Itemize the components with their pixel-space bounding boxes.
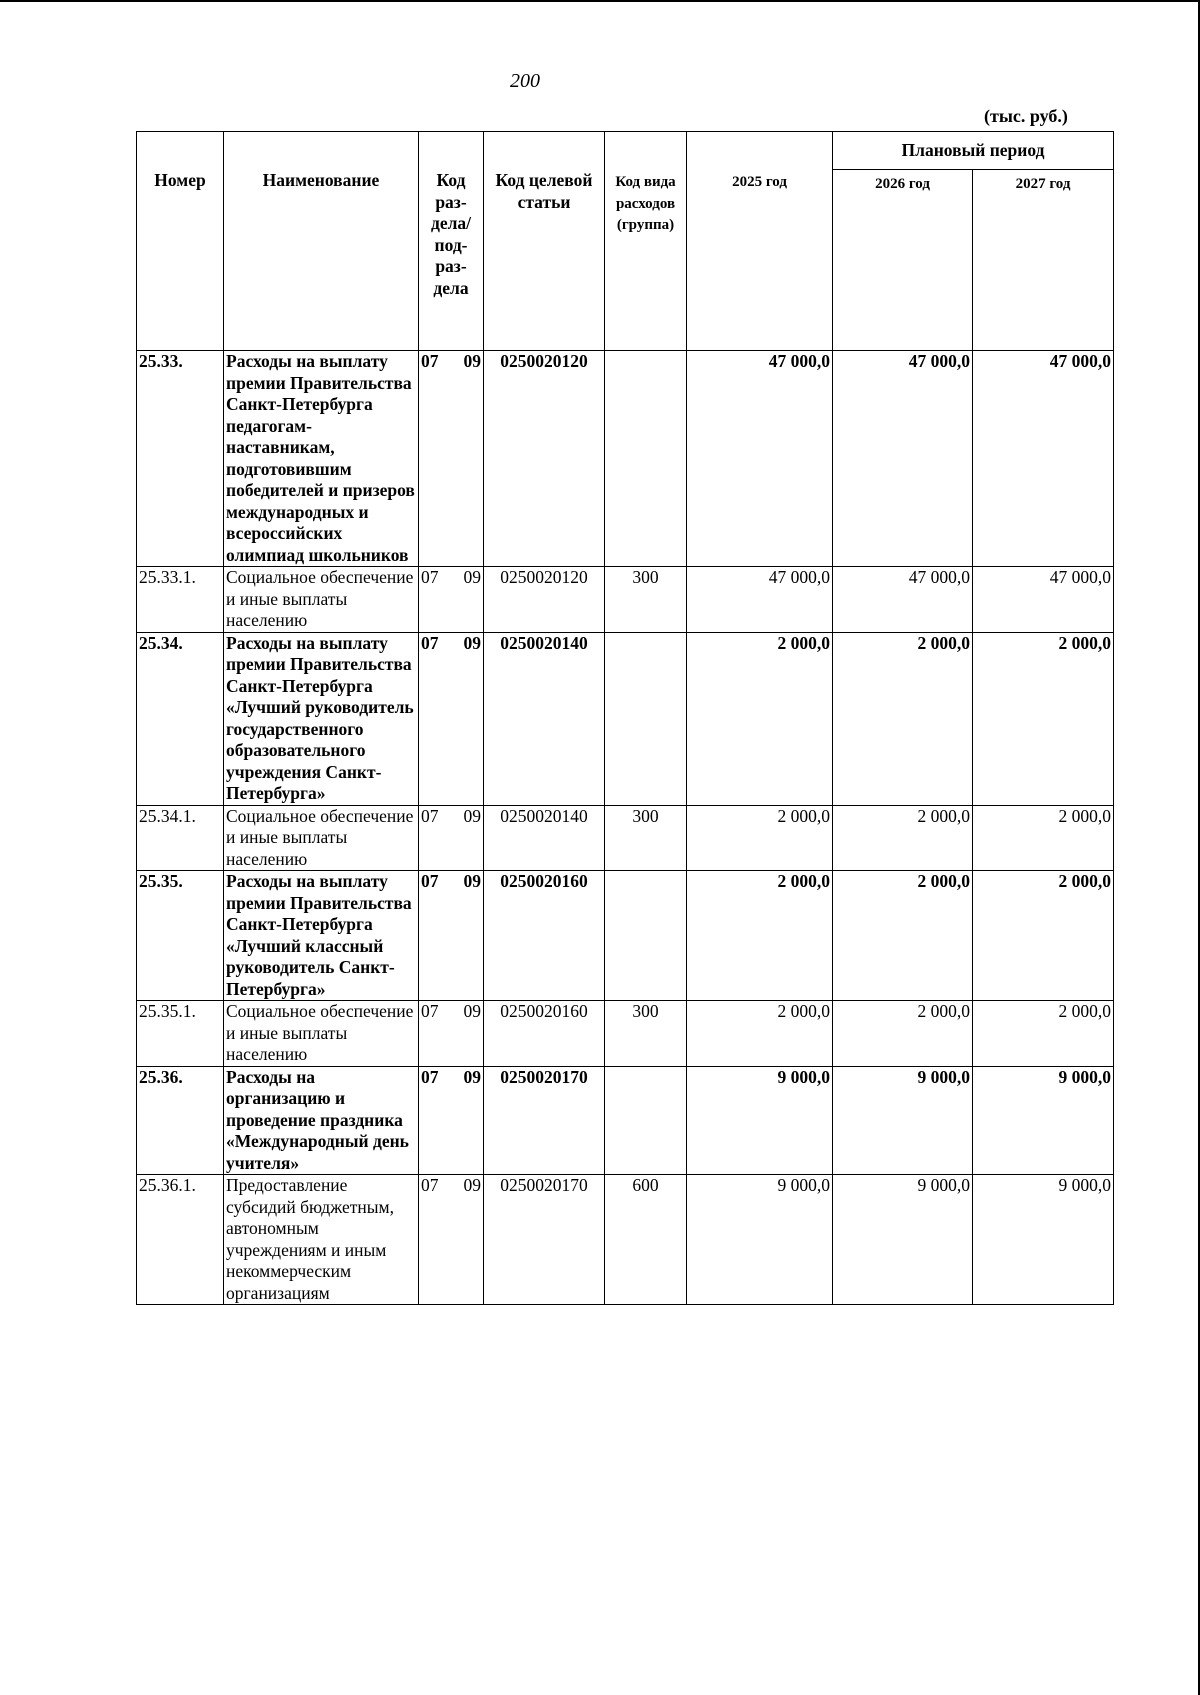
row-razdel-cell bbox=[419, 632, 484, 805]
table-row bbox=[137, 871, 1114, 1001]
row-razdel-cell bbox=[419, 1066, 484, 1175]
header-num: Номер bbox=[137, 132, 224, 351]
row-target-code: 0250020120 bbox=[484, 351, 605, 567]
row-value-2025: 2 000,0 bbox=[687, 1001, 833, 1067]
row-name: Социальное обеспечение и иные выплаты населению bbox=[224, 805, 419, 871]
row-number: 25.35.1. bbox=[137, 1001, 224, 1067]
row-vid-code: 300 bbox=[605, 1001, 687, 1067]
table-row bbox=[137, 1066, 1114, 1175]
row-name: Социальное обеспечение и иные выплаты населению bbox=[224, 1001, 419, 1067]
header-2025 bbox=[687, 132, 833, 351]
row-vid-code bbox=[605, 1066, 687, 1175]
header-name: Наименование bbox=[224, 132, 419, 351]
header-vid bbox=[605, 132, 687, 351]
header-2025-label: 2025 год bbox=[732, 174, 787, 190]
row-target-code: 0250020120 bbox=[484, 567, 605, 633]
row-name: Предоставление субсидий бюджетным, автономным учреждениям и иным некоммерческим организациям bbox=[224, 1175, 419, 1305]
header-2027 bbox=[973, 170, 1114, 351]
row-razdel-cell bbox=[419, 567, 484, 633]
table-row bbox=[137, 805, 1114, 871]
row-value-2026: 47 000,0 bbox=[833, 351, 973, 567]
row-razdel: 07 bbox=[421, 351, 439, 371]
row-vid-code bbox=[605, 871, 687, 1001]
row-razdel: 07 bbox=[421, 805, 439, 826]
row-value-2026: 47 000,0 bbox=[833, 567, 973, 633]
row-podrazdel: 09 bbox=[463, 632, 481, 653]
row-podrazdel: 09 bbox=[463, 871, 481, 891]
row-number: 25.33.1. bbox=[137, 567, 224, 633]
row-razdel-cell bbox=[419, 1001, 484, 1067]
row-value-2026: 9 000,0 bbox=[833, 1175, 973, 1305]
header-plan-period: Плановый период bbox=[833, 132, 1114, 170]
row-number: 25.34. bbox=[137, 632, 224, 805]
row-razdel: 07 bbox=[421, 871, 439, 891]
row-name: Социальное обеспечение и иные выплаты населению bbox=[224, 567, 419, 633]
row-number: 25.35. bbox=[137, 871, 224, 1001]
table-row bbox=[137, 351, 1114, 567]
header-2027-label: 2027 год bbox=[1015, 176, 1071, 192]
row-number: 25.34.1. bbox=[137, 805, 224, 871]
row-value-2027: 2 000,0 bbox=[973, 871, 1114, 1001]
row-target-code: 0250020170 bbox=[484, 1066, 605, 1175]
table-row bbox=[137, 632, 1114, 805]
row-value-2025: 2 000,0 bbox=[687, 805, 833, 871]
row-razdel-cell bbox=[419, 1175, 484, 1305]
row-razdel-cell bbox=[419, 351, 484, 567]
row-value-2027: 2 000,0 bbox=[973, 632, 1114, 805]
row-vid-code: 300 bbox=[605, 805, 687, 871]
row-name: Расходы на выплату премии Правительства Санкт-Петербурга «Лучший классный руководитель Санкт-Петербурга» bbox=[224, 871, 419, 1001]
row-vid-code bbox=[605, 632, 687, 805]
table-row bbox=[137, 1175, 1114, 1305]
page-frame-top bbox=[0, 0, 1200, 2]
header-2026 bbox=[833, 170, 973, 351]
row-razdel-cell bbox=[419, 871, 484, 1001]
budget-table bbox=[136, 131, 1114, 1305]
row-podrazdel: 09 bbox=[463, 1001, 481, 1021]
row-target-code: 0250020140 bbox=[484, 805, 605, 871]
row-value-2027: 2 000,0 bbox=[973, 1001, 1114, 1067]
row-value-2027: 9 000,0 bbox=[973, 1175, 1114, 1305]
row-value-2025: 9 000,0 bbox=[687, 1066, 833, 1175]
row-value-2025: 47 000,0 bbox=[687, 351, 833, 567]
row-value-2027: 47 000,0 bbox=[973, 567, 1114, 633]
row-value-2026: 2 000,0 bbox=[833, 632, 973, 805]
row-value-2026: 9 000,0 bbox=[833, 1066, 973, 1175]
row-value-2025: 9 000,0 bbox=[687, 1175, 833, 1305]
row-name: Расходы на выплату премии Правительства Санкт-Петербурга педагогам-наставникам, подготовившим победителей и призеров международных и всероссийских олимпиад школьников bbox=[224, 351, 419, 567]
row-value-2026: 2 000,0 bbox=[833, 805, 973, 871]
table-row bbox=[137, 567, 1114, 633]
row-podrazdel: 09 bbox=[463, 351, 481, 371]
row-razdel: 07 bbox=[421, 1175, 439, 1195]
header-target: Код целевой статьи bbox=[484, 132, 605, 351]
row-podrazdel: 09 bbox=[463, 1066, 481, 1087]
row-target-code: 0250020160 bbox=[484, 871, 605, 1001]
header-razdel: Код раз- дела/ под- раз- дела bbox=[419, 132, 484, 351]
row-value-2027: 2 000,0 bbox=[973, 805, 1114, 871]
row-name: Расходы на выплату премии Правительства Санкт-Петербурга «Лучший руководитель государственного образовательного учреждения Санкт-Петербурга» bbox=[224, 632, 419, 805]
row-razdel: 07 bbox=[421, 567, 439, 587]
row-podrazdel: 09 bbox=[463, 805, 481, 826]
table-row bbox=[137, 1001, 1114, 1067]
page-number: 200 bbox=[510, 70, 540, 92]
row-number: 25.36.1. bbox=[137, 1175, 224, 1305]
row-vid-code: 600 bbox=[605, 1175, 687, 1305]
row-number: 25.36. bbox=[137, 1066, 224, 1175]
row-target-code: 0250020160 bbox=[484, 1001, 605, 1067]
row-razdel: 07 bbox=[421, 1001, 439, 1021]
row-podrazdel: 09 bbox=[463, 1175, 481, 1195]
row-vid-code bbox=[605, 351, 687, 567]
row-number: 25.33. bbox=[137, 351, 224, 567]
row-vid-code: 300 bbox=[605, 567, 687, 633]
row-value-2027: 47 000,0 bbox=[973, 351, 1114, 567]
row-value-2027: 9 000,0 bbox=[973, 1066, 1114, 1175]
row-target-code: 0250020170 bbox=[484, 1175, 605, 1305]
row-value-2025: 47 000,0 bbox=[687, 567, 833, 633]
row-target-code: 0250020140 bbox=[484, 632, 605, 805]
header-vid-label: Код вида расходов (группа) bbox=[615, 174, 676, 233]
unit-label: (тыс. руб.) bbox=[984, 106, 1068, 126]
row-value-2026: 2 000,0 bbox=[833, 1001, 973, 1067]
header-2026-label: 2026 год bbox=[875, 176, 930, 192]
row-podrazdel: 09 bbox=[463, 567, 481, 587]
row-razdel-cell bbox=[419, 805, 484, 871]
row-name: Расходы на организацию и проведение праздника «Международный день учителя» bbox=[224, 1066, 419, 1175]
row-value-2025: 2 000,0 bbox=[687, 632, 833, 805]
row-razdel: 07 bbox=[421, 632, 439, 653]
row-value-2026: 2 000,0 bbox=[833, 871, 973, 1001]
row-value-2025: 2 000,0 bbox=[687, 871, 833, 1001]
row-razdel: 07 bbox=[421, 1066, 439, 1087]
